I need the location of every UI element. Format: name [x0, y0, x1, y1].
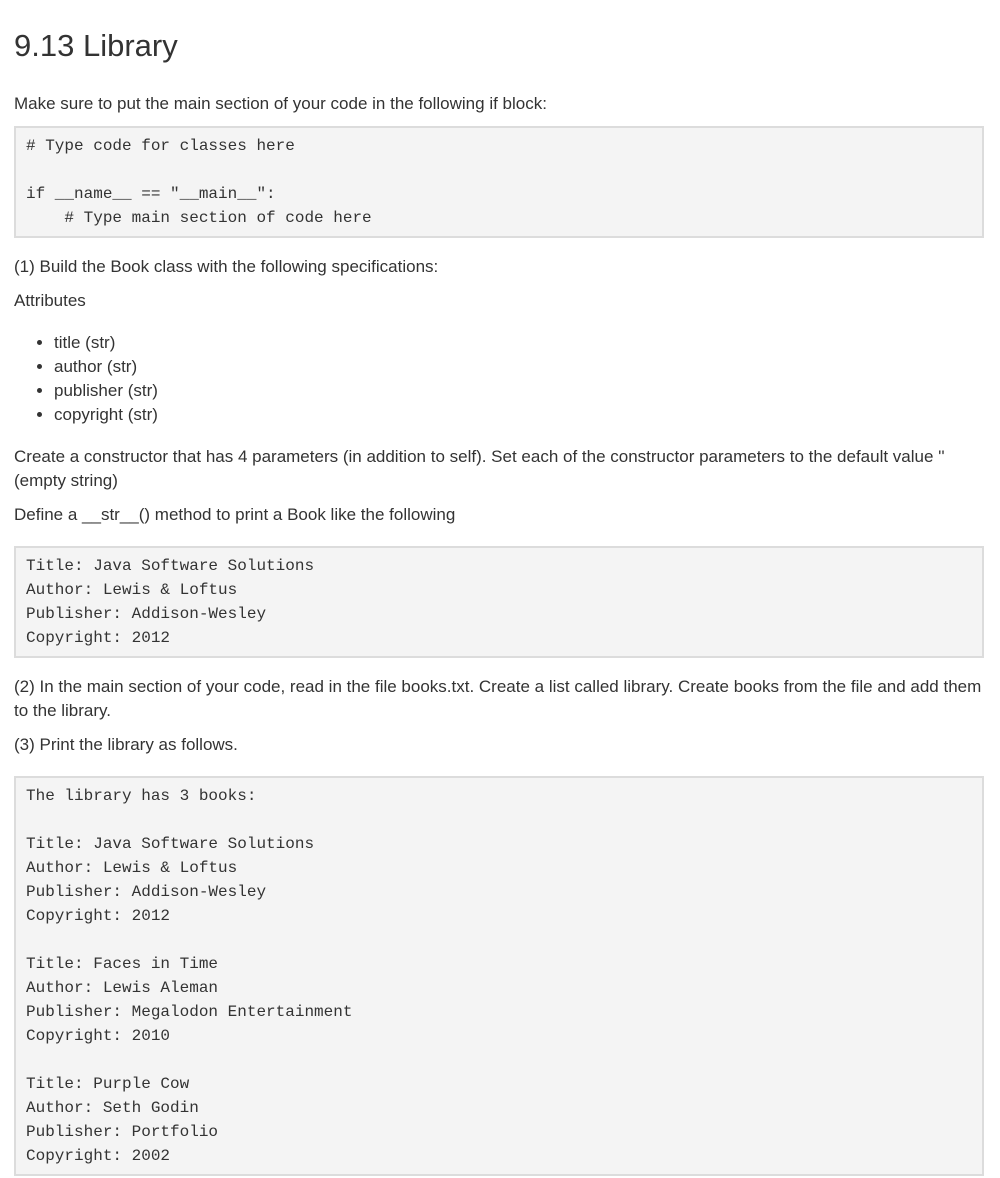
- code-template-block: [14, 126, 984, 238]
- step2-text: (2) In the main section of your code, read in the file books.txt. Create a list called library. Create books from the file and add them to the library.: [14, 677, 982, 720]
- code-line: if __name__ == "__main__":: [26, 185, 276, 203]
- code-line: Author: Lewis Aleman: [26, 979, 219, 997]
- code-line: # Type main section of code here: [26, 209, 372, 227]
- code-line: Publisher: Addison-Wesley: [26, 883, 267, 901]
- constructor-text: Create a constructor that has 4 parameters (in addition to self). Set each of the constructor parameters to the default value '' (empty string): [14, 447, 945, 490]
- library-output-block: [14, 776, 984, 1176]
- code-line: Author: Seth Godin: [26, 1099, 199, 1117]
- code-line: [26, 808, 972, 832]
- code-line: Copyright: 2012: [26, 629, 171, 647]
- code-line: Publisher: Megalodon Entertainment: [26, 1003, 353, 1021]
- code-line: Copyright: 2012: [26, 907, 171, 925]
- code-line: [26, 158, 972, 182]
- code-line: Publisher: Portfolio: [26, 1123, 219, 1141]
- attributes-label: Attributes: [14, 291, 86, 310]
- str-method-text: Define a __str__() method to print a Book like the following: [14, 505, 456, 524]
- code-line: Title: Faces in Time: [26, 955, 219, 973]
- code-line: Copyright: 2010: [26, 1027, 171, 1045]
- code-line: # Type code for classes here: [26, 137, 295, 155]
- book-example-block: [14, 546, 984, 658]
- list-item: • publisher (str): [54, 379, 984, 403]
- code-line: Publisher: Addison-Wesley: [26, 605, 267, 623]
- code-line: [26, 928, 972, 952]
- code-line: Title: Purple Cow: [26, 1075, 190, 1093]
- list-item: • title (str): [54, 331, 984, 355]
- intro-text: Make sure to put the main section of your code in the following if block:: [14, 94, 547, 113]
- list-item: • author (str): [54, 355, 984, 379]
- code-line: The library has 3 books:: [26, 787, 257, 805]
- code-line: Author: Lewis & Loftus: [26, 859, 238, 877]
- step1-text: (1) Build the Book class with the following specifications:: [14, 257, 439, 276]
- code-line: Copyright: 2002: [26, 1147, 171, 1165]
- code-line: [26, 1048, 972, 1072]
- step3-text: (3) Print the library as follows.: [14, 735, 238, 754]
- code-line: Title: Java Software Solutions: [26, 557, 315, 575]
- page-title: 9.13 Library: [14, 28, 178, 63]
- code-line: Author: Lewis & Loftus: [26, 581, 238, 599]
- attributes-list: [14, 331, 984, 427]
- list-item: • copyright (str): [54, 403, 984, 427]
- code-line: Title: Java Software Solutions: [26, 835, 315, 853]
